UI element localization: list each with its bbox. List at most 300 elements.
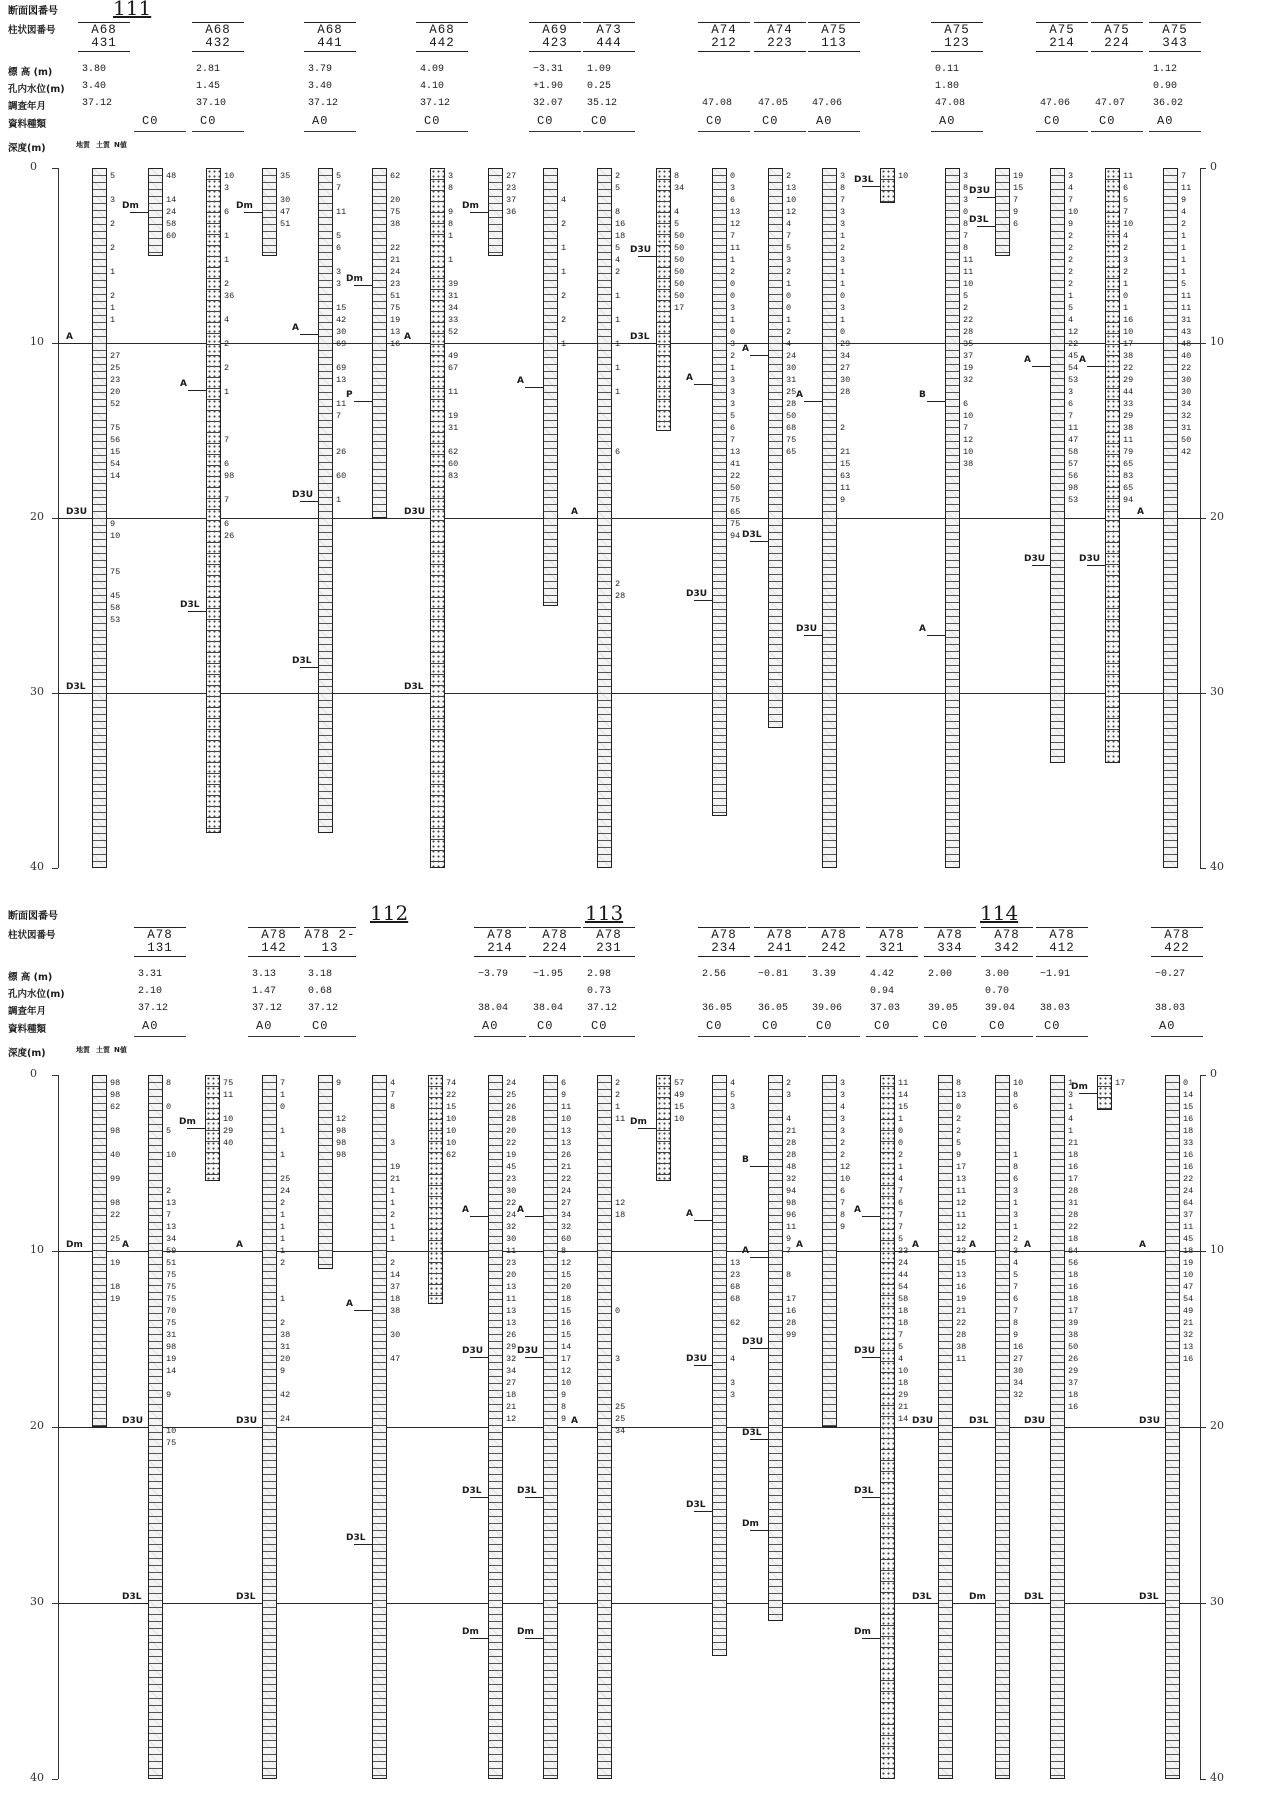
borehole-water: 1.45 — [196, 81, 221, 92]
stratum-label: A — [796, 1240, 803, 1250]
stratum-label: D3U — [517, 1345, 539, 1356]
borehole-water: 0.68 — [308, 986, 333, 997]
stratum-rule — [354, 401, 372, 402]
stratum-rule — [188, 611, 206, 612]
stratum-rule — [694, 1511, 712, 1512]
stratum-label: A — [1079, 355, 1086, 366]
data-type: A0 — [142, 1019, 159, 1033]
stratum-label: A — [686, 372, 693, 383]
stratum-rule — [694, 1365, 712, 1366]
stratum-rule — [1032, 1251, 1050, 1252]
depth-gridline — [58, 693, 1200, 694]
depth-tick-label-right: 40 — [1210, 860, 1224, 873]
borehole-id: A75 214 — [1036, 22, 1088, 52]
data-type: C0 — [762, 114, 779, 128]
data-type: C0 — [1099, 114, 1116, 128]
header-label-geo: 地質 — [76, 141, 90, 149]
depth-gridline — [58, 1427, 1200, 1428]
stratum-label: A — [122, 1240, 129, 1250]
stratum-label: Dm — [1071, 1081, 1088, 1092]
data-type: C0 — [1044, 1019, 1061, 1033]
stratum-label: Dm — [462, 200, 479, 211]
data-type-underline — [416, 131, 468, 132]
borehole-date: 37.12 — [308, 1003, 339, 1014]
depth-tick — [1200, 1251, 1206, 1252]
boring-log — [768, 1075, 783, 1621]
data-type: C0 — [932, 1019, 949, 1033]
borehole-date: 37.12 — [587, 1003, 618, 1014]
borehole-date: 47.08 — [702, 98, 733, 109]
depth-gridline — [58, 1603, 1200, 1604]
depth-tick-label-right: 10 — [1210, 335, 1224, 348]
borehole-water: 1.47 — [252, 986, 277, 997]
data-type: A0 — [1157, 114, 1174, 128]
stratum-rule — [525, 1497, 543, 1498]
header-label-type: 資料種類 — [8, 1024, 47, 1035]
n-value-list: 8 0 5 10 2 13 7 13 34 59 51 75 75 75 70 75 31 98 19 14 9 10 75 — [166, 1078, 177, 1448]
borehole-date: 37.12 — [420, 98, 451, 109]
borehole-id: A78 422 — [1151, 927, 1203, 957]
borehole-water: +1.90 — [533, 81, 564, 92]
boring-log — [206, 168, 221, 833]
n-value-list: 1 3 1 4 1 21 18 16 17 28 31 28 22 18 64 56 18 16 18 17 39 38 50 26 29 37 18 16 — [1068, 1078, 1079, 1412]
stratum-label: D3L — [180, 600, 200, 611]
stratum-rule — [579, 1427, 597, 1428]
stratum-rule — [525, 1357, 543, 1358]
depth-tick — [52, 1427, 58, 1428]
stratum-rule — [470, 212, 488, 213]
data-type: A0 — [816, 114, 833, 128]
n-value-list: 2 13 10 12 4 7 5 3 2 1 0 0 1 2 4 24 30 31 25 28 50 68 75 65 — [786, 171, 797, 457]
borehole-id: A68 442 — [416, 22, 468, 52]
section-number: 113 — [585, 901, 624, 925]
borehole-id: A69 423 — [529, 22, 581, 52]
data-type-underline — [931, 131, 983, 132]
borehole-water: 3.40 — [82, 81, 107, 92]
stratum-rule — [920, 1427, 938, 1428]
stratum-rule — [862, 1216, 880, 1217]
section-number: 112 — [370, 901, 409, 925]
data-type: C0 — [537, 1019, 554, 1033]
stratum-rule — [977, 197, 995, 198]
borehole-id: A78 142 — [248, 927, 300, 957]
stratum-rule — [804, 635, 822, 636]
stratum-label: Dm — [630, 1116, 647, 1127]
n-value-list: 17 — [1115, 1078, 1126, 1088]
borehole-date: 36.05 — [702, 1003, 733, 1014]
stratum-label: Dm — [236, 200, 253, 211]
data-type-underline — [474, 1036, 526, 1037]
header-label-elev: 標 高 (m) — [8, 67, 53, 78]
stratum-label: D3U — [854, 1345, 876, 1356]
boring-log — [543, 1075, 558, 1779]
n-value-list: 98 98 62 98 40 99 98 22 25 19 18 19 — [110, 1078, 121, 1304]
borehole-id: A78 231 — [583, 927, 635, 957]
depth-tick-label-right: 0 — [1210, 1067, 1217, 1080]
stratum-label: D3U — [630, 244, 652, 255]
stratum-rule — [1087, 366, 1105, 367]
stratum-rule — [977, 226, 995, 227]
data-type-underline — [754, 131, 806, 132]
data-type-underline — [866, 1036, 918, 1037]
depth-tick — [52, 168, 58, 169]
stratum-rule — [804, 1251, 822, 1252]
data-type: C0 — [591, 1019, 608, 1033]
stratum-label: D3U — [66, 507, 88, 517]
boring-log — [372, 168, 387, 518]
depth-tick-label-right: 20 — [1210, 510, 1224, 523]
n-value-list: 5 3 2 2 1 2 1 1 27 25 23 20 52 75 56 15 54 14 9 10 75 45 58 53 — [110, 171, 121, 625]
borehole-elev: 1.12 — [1153, 64, 1178, 75]
depth-tick-label-left: 0 — [30, 160, 37, 173]
stratum-rule — [862, 1497, 880, 1498]
depth-tick-label-right: 40 — [1210, 1771, 1224, 1784]
stratum-rule — [130, 1603, 148, 1604]
stratum-rule — [1147, 1251, 1165, 1252]
stratum-label: D3L — [969, 215, 989, 226]
stratum-label: A — [180, 378, 187, 389]
borehole-elev: 3.39 — [812, 969, 837, 980]
boring-log — [205, 1075, 220, 1181]
stratum-rule — [300, 667, 318, 668]
stratum-label: A — [517, 1204, 524, 1215]
stratum-label: A — [1139, 1240, 1146, 1250]
depth-tick — [1200, 693, 1206, 694]
n-value-list: 0 14 15 16 18 33 16 16 22 24 64 37 11 45 18 19 10 47 54 49 21 32 13 16 — [1183, 1078, 1194, 1364]
stratum-rule — [750, 541, 768, 542]
stratum-label: Dm — [854, 1627, 871, 1638]
stratum-label: Dm — [462, 1627, 479, 1638]
boring-log — [488, 168, 503, 256]
stratum-label: D3U — [1024, 553, 1046, 564]
stratum-rule — [130, 1251, 148, 1252]
data-type: A0 — [482, 1019, 499, 1033]
stratum-rule — [1032, 1427, 1050, 1428]
data-type-underline — [698, 131, 750, 132]
borehole-id: A75 224 — [1091, 22, 1143, 52]
boring-log — [1163, 168, 1178, 868]
n-value-list: 5 7 11 5 6 3 3 15 42 30 69 69 13 11 7 26 60 1 — [336, 171, 347, 505]
boring-log — [430, 168, 445, 868]
borehole-date: 47.08 — [935, 98, 966, 109]
stratum-rule — [694, 600, 712, 601]
stratum-rule — [862, 1638, 880, 1639]
borehole-elev: 3.13 — [252, 969, 277, 980]
stratum-label: D3L — [1139, 1592, 1159, 1602]
stratum-rule — [470, 1357, 488, 1358]
stratum-label: D3L — [1024, 1592, 1044, 1602]
data-type-underline — [1151, 1036, 1203, 1037]
boring-log — [938, 1075, 953, 1779]
borehole-id: A78 242 — [808, 927, 860, 957]
depth-tick — [52, 693, 58, 694]
boring-log — [92, 1075, 107, 1427]
header-label-soil: 土質 — [96, 1046, 110, 1054]
data-type-underline — [248, 1036, 300, 1037]
boring-log — [597, 1075, 612, 1779]
stratum-label: A — [854, 1204, 861, 1215]
stratum-rule — [1145, 518, 1163, 519]
data-type-underline — [808, 131, 860, 132]
borehole-id: A78 214 — [474, 927, 526, 957]
stratum-rule — [977, 1251, 995, 1252]
stratum-rule — [1032, 366, 1050, 367]
boring-log — [148, 168, 163, 256]
stratum-rule — [525, 1216, 543, 1217]
header-label-water: 孔内水位(m) — [8, 84, 65, 95]
boring-log — [262, 1075, 277, 1779]
header-label-elev: 標 高 (m) — [8, 972, 53, 983]
header-label-water: 孔内水位(m) — [8, 989, 65, 1000]
stratum-label: D3L — [236, 1592, 256, 1602]
borehole-elev: 3.18 — [308, 969, 333, 980]
data-type-underline — [529, 1036, 581, 1037]
stratum-label: A — [236, 1240, 243, 1250]
depth-tick — [1200, 343, 1206, 344]
boring-log — [428, 1075, 443, 1304]
borehole-date: 32.07 — [533, 98, 564, 109]
stratum-label: D3U — [912, 1416, 934, 1426]
borehole-date: 37.12 — [308, 98, 339, 109]
borehole-id: A68 431 — [78, 22, 130, 52]
borehole-water: 1.80 — [935, 81, 960, 92]
stratum-label: A — [686, 1209, 693, 1220]
header-label-type: 資料種類 — [8, 119, 47, 130]
stratum-rule — [862, 186, 880, 187]
stratum-rule — [579, 518, 597, 519]
stratum-rule — [1147, 1603, 1165, 1604]
stratum-label: D3L — [122, 1592, 142, 1602]
stratum-rule — [1079, 1093, 1097, 1094]
stratum-label: A — [742, 1245, 749, 1256]
n-value-list: 10 3 6 1 1 2 36 4 2 2 1 7 6 98 7 6 26 — [224, 171, 235, 541]
stratum-label: Dm — [969, 1592, 986, 1602]
borehole-date: 47.07 — [1095, 98, 1126, 109]
stratum-label: A — [571, 1416, 578, 1426]
stratum-label: D3L — [346, 1533, 366, 1544]
section-number: 111 — [113, 0, 152, 20]
n-value-list: 10 — [898, 171, 909, 181]
stratum-rule — [927, 401, 945, 402]
n-value-list: 4 2 1 1 2 2 1 — [561, 195, 567, 349]
data-type: A0 — [256, 1019, 273, 1033]
boring-log — [262, 168, 277, 256]
boring-log — [995, 1075, 1010, 1779]
data-type: A0 — [939, 114, 956, 128]
stratum-rule — [74, 343, 92, 344]
n-value-list: 35 30 47 51 — [280, 171, 291, 229]
stratum-rule — [804, 401, 822, 402]
boring-log — [995, 168, 1010, 256]
borehole-water: 0.90 — [1153, 81, 1178, 92]
stratum-label: A — [969, 1240, 976, 1250]
borehole-water: 0.70 — [985, 986, 1010, 997]
borehole-elev: −1.91 — [1040, 969, 1071, 980]
stratum-label: B — [919, 390, 926, 401]
boring-log — [1165, 1075, 1180, 1779]
header-label-n: N値 — [114, 141, 127, 149]
borehole-id: A75 123 — [931, 22, 983, 52]
n-value-list: 75 11 10 29 40 — [223, 1078, 234, 1148]
n-value-list: 2 2 1 11 12 18 0 3 25 25 34 — [615, 1078, 626, 1436]
data-type: C0 — [706, 1019, 723, 1033]
n-value-list: 3 3 4 3 3 2 2 12 10 6 7 8 9 — [840, 1078, 851, 1232]
borehole-id: A78 321 — [866, 927, 918, 957]
stratum-label: D3L — [686, 1499, 706, 1510]
depth-tick — [52, 1075, 58, 1076]
stratum-label: D3U — [686, 1354, 708, 1365]
data-type-underline — [1091, 131, 1143, 132]
depth-tick — [1200, 518, 1206, 519]
stratum-label: Dm — [517, 1627, 534, 1638]
data-type-underline — [1149, 131, 1201, 132]
section-panel-112-114 — [0, 901, 1262, 1800]
data-type: C0 — [706, 114, 723, 128]
data-type: C0 — [537, 114, 554, 128]
boring-log — [92, 168, 107, 868]
stratum-rule — [74, 518, 92, 519]
stratum-label: A — [517, 375, 524, 386]
header-label-soil: 土質 — [96, 141, 110, 149]
borehole-id: A78 412 — [1036, 927, 1088, 957]
depth-tick-label-left: 40 — [30, 1771, 44, 1784]
borehole-id: A74 212 — [698, 22, 750, 52]
boring-log — [656, 1075, 671, 1181]
boring-log — [822, 168, 837, 868]
stratum-rule — [354, 1310, 372, 1311]
stratum-rule — [1032, 1603, 1050, 1604]
depth-tick — [1200, 1075, 1206, 1076]
borehole-elev: −3.31 — [533, 64, 564, 75]
n-value-list: 8 13 0 2 2 5 9 17 13 11 12 11 12 12 32 15 13 16 19 21 22 28 38 11 — [956, 1078, 967, 1364]
data-type: C0 — [989, 1019, 1006, 1033]
borehole-elev: −0.81 — [758, 969, 789, 980]
stratum-rule — [354, 1544, 372, 1545]
stratum-label: Dm — [346, 273, 363, 284]
borehole-date: 37.10 — [196, 98, 227, 109]
n-value-list: 19 15 7 9 6 — [1013, 171, 1024, 229]
borehole-id: A75 113 — [808, 22, 860, 52]
stratum-label: D3L — [742, 1427, 762, 1438]
stratum-label: D3U — [742, 1336, 764, 1347]
borehole-water: 3.40 — [308, 81, 333, 92]
boring-log — [597, 168, 612, 868]
stratum-label: D3U — [1139, 1416, 1161, 1426]
boring-log — [488, 1075, 503, 1779]
depth-tick-label-left: 10 — [30, 1243, 44, 1256]
borehole-water: 0.73 — [587, 986, 612, 997]
n-value-list: 4 7 8 3 19 21 1 1 2 1 1 2 14 37 18 38 30 47 — [390, 1078, 401, 1364]
stratum-rule — [920, 1603, 938, 1604]
stratum-rule — [694, 384, 712, 385]
borehole-date: 38.04 — [533, 1003, 564, 1014]
borehole-id: A73 444 — [583, 22, 635, 52]
data-type-underline — [583, 131, 635, 132]
borehole-date: 37.12 — [252, 1003, 283, 1014]
header-label-geo: 地質 — [76, 1046, 90, 1054]
borehole-elev: 2.56 — [702, 969, 727, 980]
boring-log — [543, 168, 558, 606]
stratum-label: D3L — [66, 682, 86, 692]
stratum-label: A — [66, 332, 73, 342]
header-label-date: 調査年月 — [8, 1006, 47, 1017]
borehole-date: 36.02 — [1153, 98, 1184, 109]
data-type-underline — [924, 1036, 976, 1037]
stratum-label: D3U — [969, 186, 991, 197]
data-type-underline — [134, 1036, 186, 1037]
stratum-label: A — [796, 390, 803, 401]
n-value-list: 57 49 15 10 — [674, 1078, 685, 1124]
n-value-list: 3 8 9 8 1 1 39 31 34 33 52 49 67 11 19 31 62 60 83 — [448, 171, 459, 481]
section-label: 断面図番号 — [8, 911, 58, 922]
n-value-list: 4 5 3 13 23 68 68 62 4 3 3 — [730, 1078, 741, 1400]
stratum-label: A — [912, 1240, 919, 1250]
stratum-rule — [750, 1439, 768, 1440]
borehole-elev: 3.31 — [138, 969, 163, 980]
boring-log — [880, 168, 895, 203]
borehole-elev: −1.95 — [533, 969, 564, 980]
data-type: C0 — [1044, 114, 1061, 128]
stratum-label: Dm — [66, 1240, 83, 1250]
depth-tick — [52, 343, 58, 344]
n-value-list: 3 8 3 0 8 7 8 11 11 10 5 2 22 28 35 37 19 32 6 10 7 12 10 38 — [963, 171, 974, 469]
boring-log — [945, 168, 960, 868]
stratum-rule — [412, 518, 430, 519]
data-type: A0 — [1159, 1019, 1176, 1033]
data-type-underline — [192, 131, 244, 132]
stratum-rule — [638, 343, 656, 344]
data-type-underline — [808, 1036, 860, 1037]
data-type-underline — [981, 1036, 1033, 1037]
data-type-underline — [1036, 131, 1088, 132]
depth-tick — [52, 1251, 58, 1252]
borehole-date: 35.12 — [587, 98, 618, 109]
stratum-label: D3L — [969, 1416, 989, 1426]
n-value-list: 3 4 7 10 9 2 2 2 2 2 1 5 4 12 22 45 54 53 3 6 7 11 47 58 57 56 98 53 — [1068, 171, 1079, 505]
stratum-rule — [130, 212, 148, 213]
depth-tick-label-left: 40 — [30, 860, 44, 873]
borehole-elev: 4.42 — [870, 969, 895, 980]
stratum-label: D3U — [1024, 1416, 1046, 1426]
stratum-label: Dm — [122, 200, 139, 211]
n-value-list: 10 8 6 1 8 6 3 1 3 1 2 3 4 5 7 6 7 8 9 16 27 30 34 32 — [1013, 1078, 1024, 1400]
data-type-underline — [304, 131, 356, 132]
borehole-id: A78 234 — [698, 927, 750, 957]
depth-tick-label-left: 0 — [30, 1067, 37, 1080]
data-type-underline — [529, 131, 581, 132]
stratum-label: D3U — [236, 1416, 258, 1426]
borehole-date: 47.05 — [758, 98, 789, 109]
stratum-label: D3U — [404, 507, 426, 517]
borehole-id: A78 241 — [754, 927, 806, 957]
data-type: C0 — [874, 1019, 891, 1033]
header-label-date: 調査年月 — [8, 101, 47, 112]
n-value-list: 2 5 8 16 18 5 4 2 1 1 1 1 1 6 2 28 — [615, 171, 626, 601]
borehole-water: 0.94 — [870, 986, 895, 997]
data-type-underline — [754, 1036, 806, 1037]
stratum-label: D3L — [854, 1486, 874, 1497]
borehole-elev: 4.09 — [420, 64, 445, 75]
borehole-id: A68 441 — [304, 22, 356, 52]
borehole-water: 2.10 — [138, 986, 163, 997]
borehole-id: A78 342 — [981, 927, 1033, 957]
stratum-rule — [638, 256, 656, 257]
n-value-list: 11 6 5 7 10 4 2 3 2 1 0 1 16 10 17 38 22 29 44 33 29 38 11 79 65 83 65 94 — [1123, 171, 1134, 505]
data-type: C0 — [142, 114, 159, 128]
stratum-rule — [750, 355, 768, 356]
header-label-depth: 深度(m) — [8, 1048, 46, 1059]
borehole-elev: 2.00 — [928, 969, 953, 980]
